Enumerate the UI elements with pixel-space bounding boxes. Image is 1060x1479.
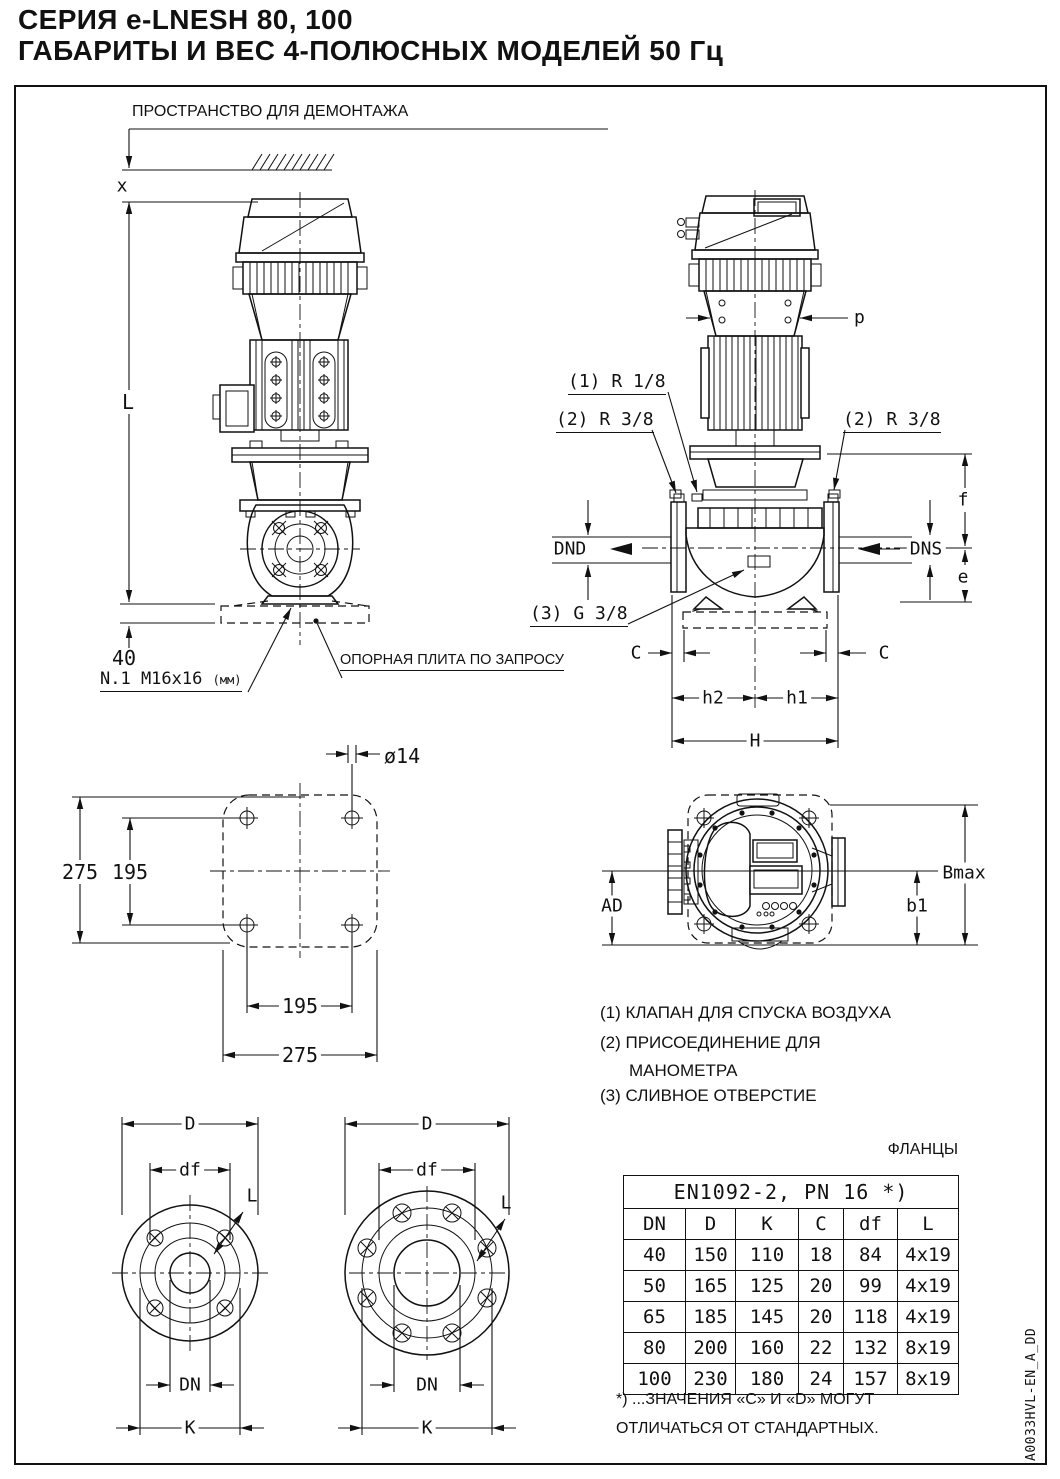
flange-table-caption: ФЛАНЦЫ: [887, 1141, 958, 1158]
cell: 8x19: [898, 1364, 959, 1395]
cell: 125: [736, 1271, 799, 1302]
flange4-dim-k: K: [182, 1418, 199, 1439]
anchor-holes: [236, 807, 363, 936]
cell: 160: [736, 1333, 799, 1364]
table-row: [624, 1333, 959, 1364]
dim-label-b1: b1: [903, 896, 931, 917]
col-l: L: [898, 1209, 959, 1240]
tap3-label: (3) G 3/8: [530, 603, 628, 627]
disassembly-space-note: ПРОСТРАНСТВО ДЛЯ ДЕМОНТАЖА: [132, 103, 409, 120]
dim-label-x: x: [116, 175, 128, 197]
baseplate-on-request-note: ОПОРНАЯ ПЛИТА ПО ЗАПРОСУ: [340, 652, 564, 671]
note-2-line2: МАНОМЕТРА: [629, 1061, 738, 1080]
dim-label-h-total: H: [747, 731, 764, 752]
cell: 84: [844, 1240, 898, 1271]
flange-table-header: [624, 1209, 959, 1240]
col-dn: DN: [624, 1209, 686, 1240]
table-footnote-line1: *) ...ЗНАЧЕНИЯ «С» И «D» МОГУТ: [616, 1391, 875, 1408]
top-view: [602, 794, 978, 949]
cell: 18: [799, 1240, 844, 1271]
cell: 24: [799, 1364, 844, 1395]
tap2-right-label: (2) R 3/8: [843, 409, 941, 433]
cell: 8x19: [898, 1333, 959, 1364]
dim-label-bmax: Bmax: [939, 863, 988, 884]
cell: 4x19: [898, 1240, 959, 1271]
col-k: K: [736, 1209, 799, 1240]
document-code: A0033HVL-EN_A_DD: [1024, 1327, 1039, 1461]
dim-label-c-left: C: [630, 642, 642, 664]
baseplate-view: [72, 745, 390, 1062]
note-3: (3) СЛИВНОЕ ОТВЕРСТИЕ: [600, 1086, 817, 1105]
page-title-line1: СЕРИЯ e-LNESH 80, 100: [18, 4, 353, 35]
table-row: [624, 1271, 959, 1302]
col-d: D: [686, 1209, 736, 1240]
dim-label-195-h: 195: [279, 994, 321, 1018]
cell: 150: [686, 1240, 736, 1271]
cell: 200: [686, 1333, 736, 1364]
tap2-left-label: (2) R 3/8: [556, 409, 654, 433]
col-c: C: [799, 1209, 844, 1240]
table-row: [624, 1302, 959, 1333]
flange-table: [623, 1175, 959, 1395]
dim-label-275-v: 275: [59, 860, 101, 884]
cell: 165: [686, 1271, 736, 1302]
flange8-dim-df: df: [413, 1160, 441, 1181]
cell: 22: [799, 1333, 844, 1364]
dim-label-h2: h2: [699, 688, 727, 709]
anchor-bolt-label: N.1 M16x16: [100, 669, 203, 689]
floor-hatching: [252, 154, 334, 170]
cell: 132: [844, 1333, 898, 1364]
flange8-dim-dn: DN: [413, 1375, 441, 1396]
cell: 110: [736, 1240, 799, 1271]
flange8-dim-k: K: [419, 1418, 436, 1439]
dim-label-p: p: [854, 307, 865, 328]
table-row: [624, 1364, 959, 1395]
dim-label-h1: h1: [783, 688, 811, 709]
port-label-dns: DNS: [907, 539, 946, 560]
cell: 80: [624, 1333, 686, 1364]
dim-label-hole-dia: ø14: [384, 744, 421, 768]
flange8-dim-d: D: [419, 1114, 436, 1135]
cell: 145: [736, 1302, 799, 1333]
port-label-dnd: DND: [551, 539, 590, 560]
cell: 20: [799, 1271, 844, 1302]
cell: 4x19: [898, 1271, 959, 1302]
flange4-dim-df: df: [176, 1160, 204, 1181]
cell: 185: [686, 1302, 736, 1333]
cell: 100: [624, 1364, 686, 1395]
table-footnote-line2: ОТЛИЧАТЬСЯ ОТ СТАНДАРТНЫХ.: [616, 1420, 879, 1437]
flange4-dim-d: D: [182, 1114, 199, 1135]
dim-label-195-v: 195: [109, 860, 151, 884]
cell: 50: [624, 1271, 686, 1302]
dim-label-l: L: [119, 390, 137, 414]
note-2-line1: (2) ПРИСОЕДИНЕНИЕ ДЛЯ: [600, 1033, 821, 1052]
flange8-dim-l: L: [500, 1192, 512, 1214]
cell: 20: [799, 1302, 844, 1333]
cell: 99: [844, 1271, 898, 1302]
col-df: df: [844, 1209, 898, 1240]
cell: 65: [624, 1302, 686, 1333]
dim-label-c-right: C: [878, 642, 890, 664]
side-view: [552, 190, 972, 748]
anchor-bolt-note: [100, 669, 242, 692]
flange-table-title: EN1092-2, PN 16 *): [624, 1176, 959, 1209]
dim-label-ad: AD: [598, 896, 626, 917]
cell: 40: [624, 1240, 686, 1271]
cell: 157: [844, 1364, 898, 1395]
cell: 230: [686, 1364, 736, 1395]
page-title-line2: ГАБАРИТЫ И ВЕС 4-ПОЛЮСНЫХ МОДЕЛЕЙ 50 Гц: [18, 35, 724, 66]
dim-label-40: 40: [111, 646, 137, 670]
cell: 118: [844, 1302, 898, 1333]
dim-label-e: e: [955, 567, 972, 588]
table-row: [624, 1240, 959, 1271]
flange4-dim-dn: DN: [176, 1375, 204, 1396]
dim-label-275-h: 275: [279, 1043, 321, 1067]
tap1-label: (1) R 1/8: [568, 371, 666, 395]
dim-label-f: f: [955, 490, 972, 511]
note-1: (1) КЛАПАН ДЛЯ СПУСКА ВОЗДУХА: [600, 1003, 891, 1022]
cell: 180: [736, 1364, 799, 1395]
anchor-bolt-unit: (мм): [212, 673, 242, 687]
cell: 4x19: [898, 1302, 959, 1333]
flange4-dim-l: L: [246, 1185, 258, 1207]
